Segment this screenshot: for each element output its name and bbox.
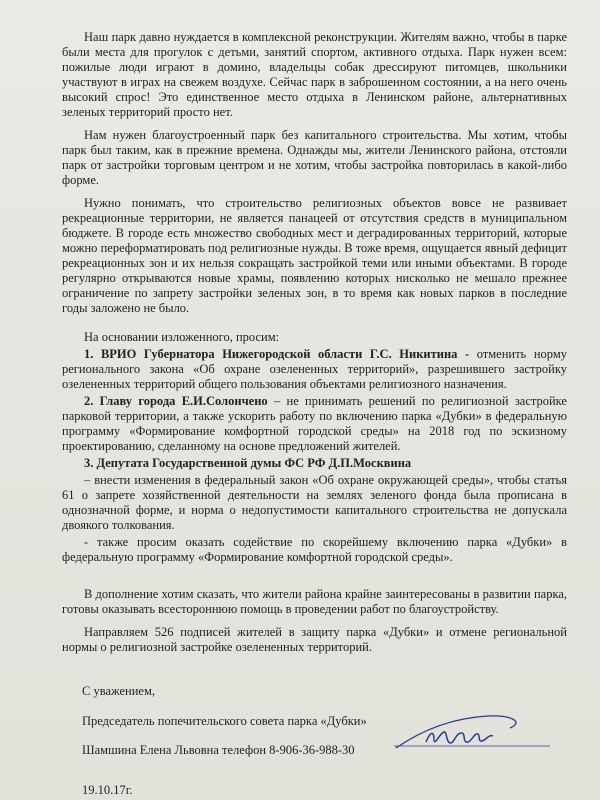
letter-body [62,30,567,663]
paragraph-religious-objects: Нужно понимать, что строительство религиозных объектов вовсе не развивает рекреационные территории, не является панацеей от отсутствия средств в муниципальном бюджете. В городе есть множество свободных мест и деградированных территорий, которые можно переформатировать под религиозные нужды. В тоже время, ощущается явный дефицит рекреационных зон и их нельзя сокращать застройкой теми или иными объектами. В городе регулярно открываются новые храмы, появлению которых нисколько не мешало прежнее ограничение по запрету застройки зеленых зон, в то время как новых парков в последние годы заложено не было. [62,196,567,315]
handwritten-signature [392,712,552,756]
paragraph-residents-interest: В дополнение хотим сказать, что жители района крайне заинтересованы в развитии парка, готовы оказывать всестороннюю помощь в проведении работ по благоустройству. [62,587,567,616]
request-mayor-addressee: 2. Главу города Е.И.Солончено [84,394,268,408]
request-governor [62,347,567,392]
request-governor-text: отменить норму регионального закона «Об охране озелененных территорий», разрешившего застройку озелененных территорий общего пользования объектами религиозного назначения. [62,347,567,391]
closing-regards: С уважением, [82,684,155,698]
request-deputy-heading [62,456,567,471]
request-intro: На основании изложенного, просим: [84,330,280,344]
letter-date: 19.10.17г. [82,783,133,797]
paragraph-no-construction: Нам нужен благоустроенный парк без капитального строительства. Мы хотим, чтобы парк был таким, как в прежние времена. Однажды мы, жители Ленинского района, отстояли парк от застройки торговым центром и не хотим, чтобы застройка повторилась в какой-либо форме. [62,128,567,187]
signer-title: Председатель попечительского совета парка «Дубки» [82,714,367,728]
request-deputy-law-change: – внести изменения в федеральный закон «Об охране окружающей среды», чтобы статья 61 о запрете хозяйственной деятельности на землях зеленого фонда была прописана в однозначной форме, и норма о недопустимости капитального строительства не допускала двоякого толкования. [62,473,567,532]
request-governor-addressee: 1. ВРИО Губернатора Нижегородской области Г.С. Никитина - [84,347,470,361]
paragraph-park-needs: Наш парк давно нуждается в комплексной реконструкции. Жителям важно, чтобы в парке были места для прогулок с детьми, занятий спортом, активного отдыха. Парк нужен всем: пожилые люди играют в домино, владельцы собак дрессируют питомцев, школьники участвуют в играх на свежем воздухе. Сейчас парк в заброшенном состоянии, а на него очень высокий спрос! Это единственное место отдыха в Ленинском районе, альтернативных зеленых территорий просто нет. [62,30,567,119]
request-deputy-program: - также просим оказать содействие по скорейшему включению парка «Дубки» в федеральную программу «Формирование комфортной городской среды». [62,535,567,564]
request-mayor-text: – не принимать решений по религиозной застройке парковой территории, а также ускорить работу по включению парка «Дубки» в федеральную программу «Формирование комфортной городской среды» на 2018 год по эскизному проектированию, сделанному на основе предложений жителей. [62,394,567,453]
signer-name: Шамшина Елена Львовна телефон 8-906-36-988-30 [82,743,355,757]
request-mayor [62,394,567,454]
paragraph-signatures: Направляем 526 подписей жителей в защиту парка «Дубки» и отмене региональной нормы о религиозной застройке озелененных территорий. [62,625,567,654]
request-deputy-addressee: 3. Депутата Государственной думы ФС РФ Д.П.Москвина [84,456,412,470]
